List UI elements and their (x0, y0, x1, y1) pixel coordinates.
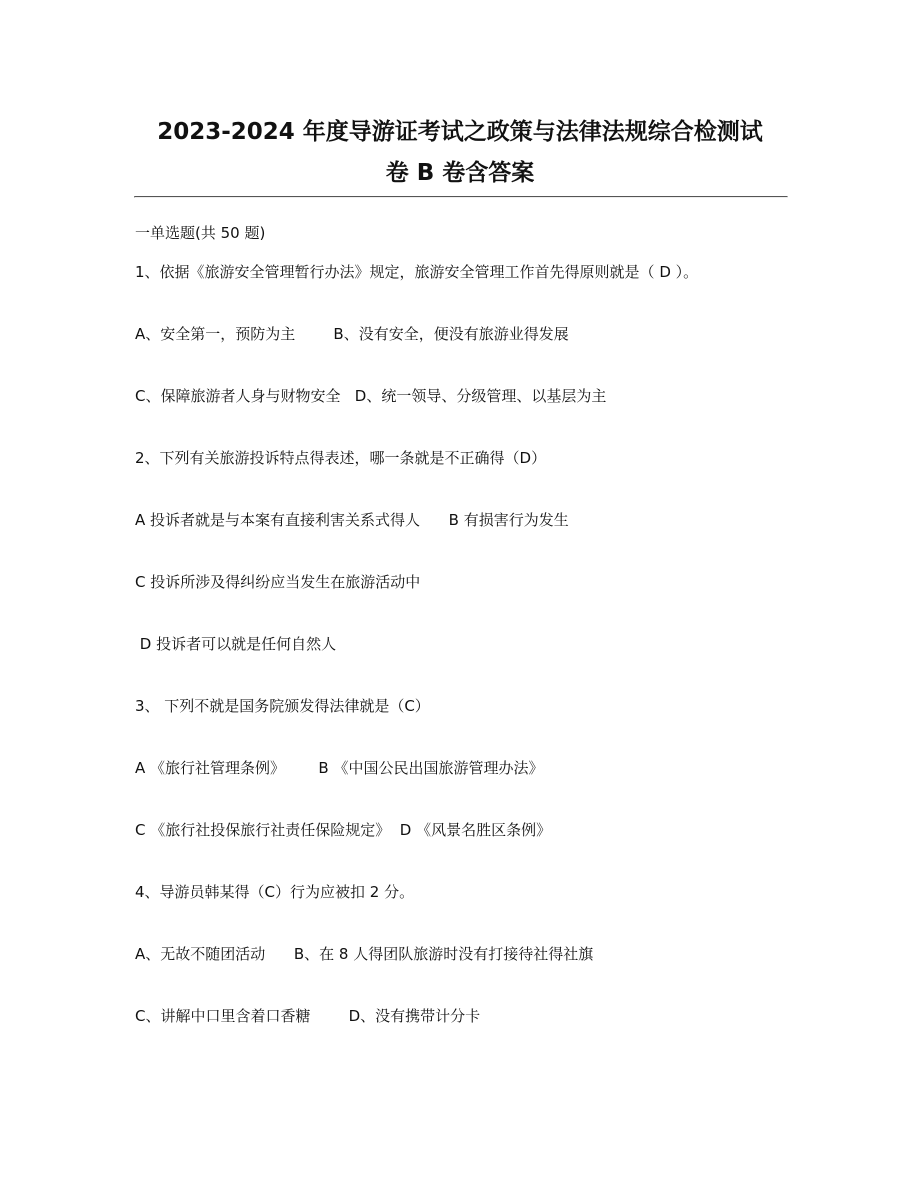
title-line-2: 卷 B 卷含答案 (385, 160, 535, 186)
question-stem: 4、导游员韩某得（C）行为应被扣 2 分。 (135, 883, 415, 901)
title-line-1: 2023-2024 年度导游证考试之政策与法律法规综合检测试 (157, 119, 763, 145)
title-divider (134, 196, 788, 198)
question-stem: 1、依据《旅游安全管理暂行办法》规定，旅游安全管理工作首先得原则就是（ D ）。 (135, 263, 699, 281)
option-line: A 《旅行社管理条例》 B 《中国公民出国旅游管理办法》 (135, 759, 544, 777)
document-title (110, 112, 810, 194)
section-heading: 一单选题(共 50 题) (135, 224, 266, 242)
option-line: C、讲解中口里含着口香糖 D、没有携带计分卡 (135, 1007, 481, 1025)
option-line: D 投诉者可以就是任何自然人 (135, 635, 337, 653)
option-line: A、无故不随团活动 B、在 8 人得团队旅游时没有打接待社得社旗 (135, 945, 594, 963)
option-line: C、保障旅游者人身与财物安全 D、统一领导、分级管理、以基层为主 (135, 387, 607, 405)
question-stem: 3、 下列不就是国务院颁发得法律就是（C） (135, 697, 430, 715)
question-stem: 2、下列有关旅游投诉特点得表述，哪一条就是不正确得（D） (135, 449, 547, 467)
option-line: C 《旅行社投保旅行社责任保险规定》 D 《风景名胜区条例》 (135, 821, 552, 839)
option-line: A、安全第一，预防为主 B、没有安全，便没有旅游业得发展 (135, 325, 569, 343)
option-line: C 投诉所涉及得纠纷应当发生在旅游活动中 (135, 573, 421, 591)
option-line: A 投诉者就是与本案有直接利害关系式得人 B 有损害行为发生 (135, 511, 569, 529)
